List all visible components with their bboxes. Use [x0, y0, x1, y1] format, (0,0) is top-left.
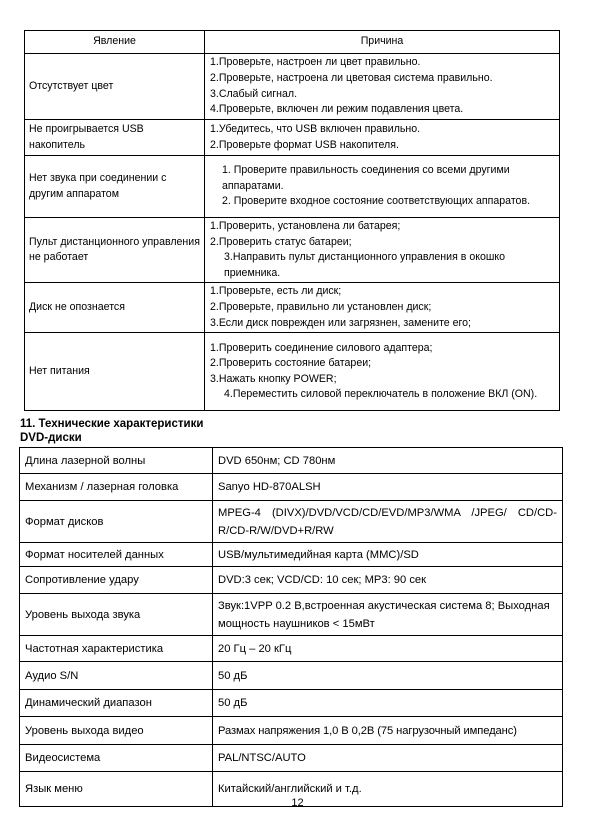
spec-value: 50 дБ — [213, 690, 563, 717]
spec-value: Размах напряжения 1,0 В 0,2В (75 нагрузочный импеданс) — [213, 717, 563, 745]
symptom-cell: Диск не опознается — [25, 283, 205, 333]
spec-value: Sanyo HD-870ALSH — [213, 474, 563, 501]
spec-value: MPEG-4 (DIVX)/DVD/VCD/CD/EVD/MP3/WMA /JPEG/ CD/CD-R/CD-R/W/DVD+R/RW — [213, 501, 563, 543]
spec-value: 50 дБ — [213, 662, 563, 690]
cause-cell — [205, 54, 560, 120]
table-row — [20, 474, 563, 501]
symptom-cell: Не проигрывается USB накопитель — [25, 120, 205, 156]
cause-line: 2.Проверьте формат USB накопителя. — [210, 138, 399, 151]
table-row — [25, 333, 560, 411]
table-row — [20, 745, 563, 772]
spec-value: DVD:3 сек; VCD/CD: 10 сек; MP3: 90 сек — [213, 567, 563, 594]
table-row — [20, 690, 563, 717]
cause-line: 2.Проверить состояние батареи; — [210, 357, 372, 370]
table-row — [20, 717, 563, 745]
spec-label: Динамический диапазон — [20, 690, 213, 717]
cause-cell — [205, 283, 560, 333]
spec-label: Механизм / лазерная головка — [20, 474, 213, 501]
cause-line: 2.Проверить статус батареи; — [210, 235, 352, 248]
cause-line: 3.Нажать кнопку POWER; — [210, 372, 337, 385]
cause-line: 3.Если диск поврежден или загрязнен, замените его; — [210, 316, 472, 329]
column-header-cause: Причина — [205, 31, 560, 54]
cause-cell — [205, 156, 560, 218]
cause-line: 1.Убедитесь, что USB включен правильно. — [210, 122, 421, 135]
spec-label: Аудио S/N — [20, 662, 213, 690]
table-row — [25, 156, 560, 218]
symptom-cell: Нет звука при соединении с другим аппаратом — [25, 156, 205, 218]
cause-cell — [205, 218, 560, 283]
table-row — [20, 501, 563, 543]
cause-line: 1.Проверить соединение силового адаптера; — [210, 341, 433, 354]
table-header-row — [25, 31, 560, 54]
symptom-cell: Отсутствует цвет — [25, 54, 205, 120]
subsection-title: DVD-диски — [20, 432, 82, 444]
spec-label: Длина лазерной волны — [20, 448, 213, 474]
troubleshooting-table — [24, 30, 560, 411]
table-row — [20, 636, 563, 662]
spec-value: Звук:1VPP 0.2 В,встроенная акустическая система 8; Выходная мощность наушников < 15мВт — [213, 594, 563, 636]
spec-label: Формат дисков — [20, 501, 213, 543]
table-row — [20, 662, 563, 690]
spec-label: Уровень выхода видео — [20, 717, 213, 745]
spec-value: Китайский/английский и т.д. — [213, 772, 563, 807]
table-row — [20, 567, 563, 594]
table-row — [20, 448, 563, 474]
spec-label: Язык меню — [20, 772, 213, 807]
section-title: 11. Технические характеристики — [20, 418, 204, 430]
table-row — [20, 594, 563, 636]
spec-label: Сопротивление удару — [20, 567, 213, 594]
page-number: 12 — [291, 797, 304, 809]
cause-line: 2. Проверите входное состояние соответствующих аппаратов. — [222, 195, 531, 208]
cause-line: 2.Проверьте, правильно ли установлен диск; — [210, 301, 432, 314]
spec-value: USB/мультимедийная карта (MMC)/SD — [213, 543, 563, 567]
spec-label: Частотная характеристика — [20, 636, 213, 662]
spec-value: DVD 650нм; CD 780нм — [213, 448, 563, 474]
cause-line: 1.Проверьте, настроен ли цвет правильно. — [210, 56, 421, 69]
column-header-symptom: Явление — [25, 31, 205, 54]
symptom-cell: Нет питания — [25, 333, 205, 411]
specs-table — [19, 447, 563, 807]
cause-line: 1.Проверить, установлена ли батарея; — [210, 220, 401, 232]
table-row — [25, 120, 560, 156]
table-row — [25, 283, 560, 333]
cause-line: 1. Проверите правильность соединения со всеми другими аппаратами. — [222, 164, 510, 192]
symptom-cell: Пульт дистанционного управления не работает — [25, 218, 205, 283]
cause-line: 2.Проверьте, настроена ли цветовая система правильно. — [210, 71, 493, 84]
table-row — [25, 218, 560, 283]
spec-value: PAL/NTSC/AUTO — [213, 745, 563, 772]
cause-line: 3.Направить пульт дистанционного управления в окошко приемника. — [224, 251, 506, 279]
spec-label: Уровень выхода звука — [20, 594, 213, 636]
cause-line: 4.Переместить силовой переключатель в положение ВКЛ (ON). — [224, 388, 538, 401]
cause-line: 1.Проверьте, есть ли диск; — [210, 285, 342, 298]
cause-line: 3.Слабый сигнал. — [210, 87, 298, 100]
spec-label: Видеосистема — [20, 745, 213, 772]
spec-label: Формат носителей данных — [20, 543, 213, 567]
cause-cell — [205, 333, 560, 411]
table-row — [20, 543, 563, 567]
cause-cell — [205, 120, 560, 156]
spec-value: 20 Гц – 20 кГц — [213, 636, 563, 662]
table-row — [25, 54, 560, 120]
cause-line: 4.Проверьте, включен ли режим подавления цвета. — [210, 103, 464, 116]
